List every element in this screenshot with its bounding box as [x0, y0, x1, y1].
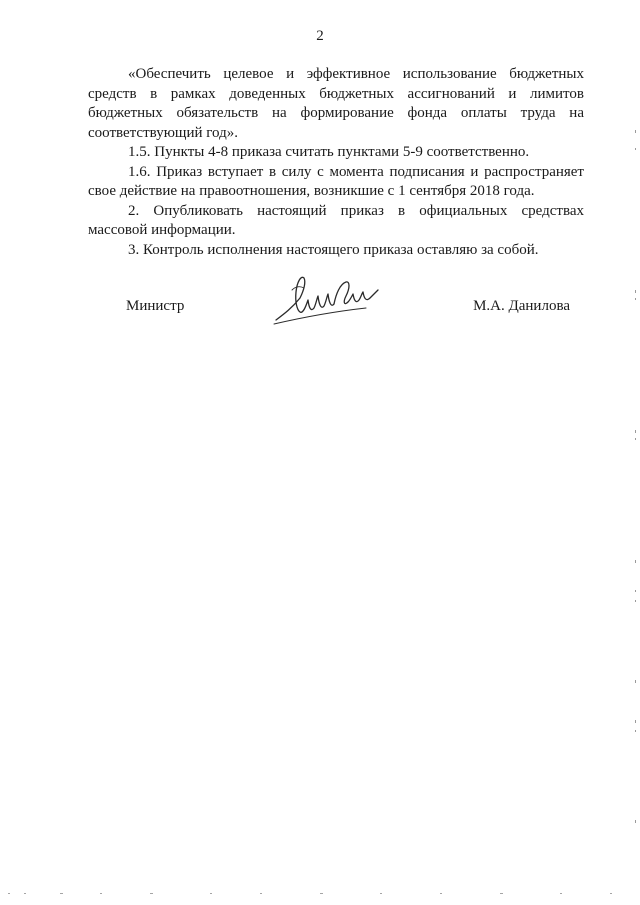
signatory-name: М.А. Данилова: [473, 298, 570, 314]
paragraph-1-6: 1.6. Приказ вступает в силу с момента подписания и распространяет свое действие на правоотношения, возникшие с 1 сентября 2018 года.: [88, 163, 584, 199]
paragraph-quote: «Обеспечить целевое и эффективное использование бюджетных средств в рамках доведенных бюджетных ассигнований и лимитов бюджетных обязательств на формирование фонда оплаты труда на соответствующий год».: [88, 66, 584, 141]
paragraph-3: 3. Контроль исполнения настоящего приказа оставляю за собой.: [128, 241, 539, 258]
scan-artifact-bottom-edge: [0, 891, 640, 895]
document-body: [88, 65, 584, 260]
paragraph-2: 2. Опубликовать настоящий приказ в официальных средствах массовой информации.: [88, 202, 584, 238]
scan-artifact-right-edge: [634, 120, 638, 880]
paragraph-1-5: 1.5. Пункты 4-8 приказа считать пунктами 5-9 соответственно.: [128, 144, 530, 160]
page-number: 2: [316, 28, 324, 44]
handwritten-signature: [270, 268, 382, 328]
signatory-position: Министр: [126, 298, 185, 314]
